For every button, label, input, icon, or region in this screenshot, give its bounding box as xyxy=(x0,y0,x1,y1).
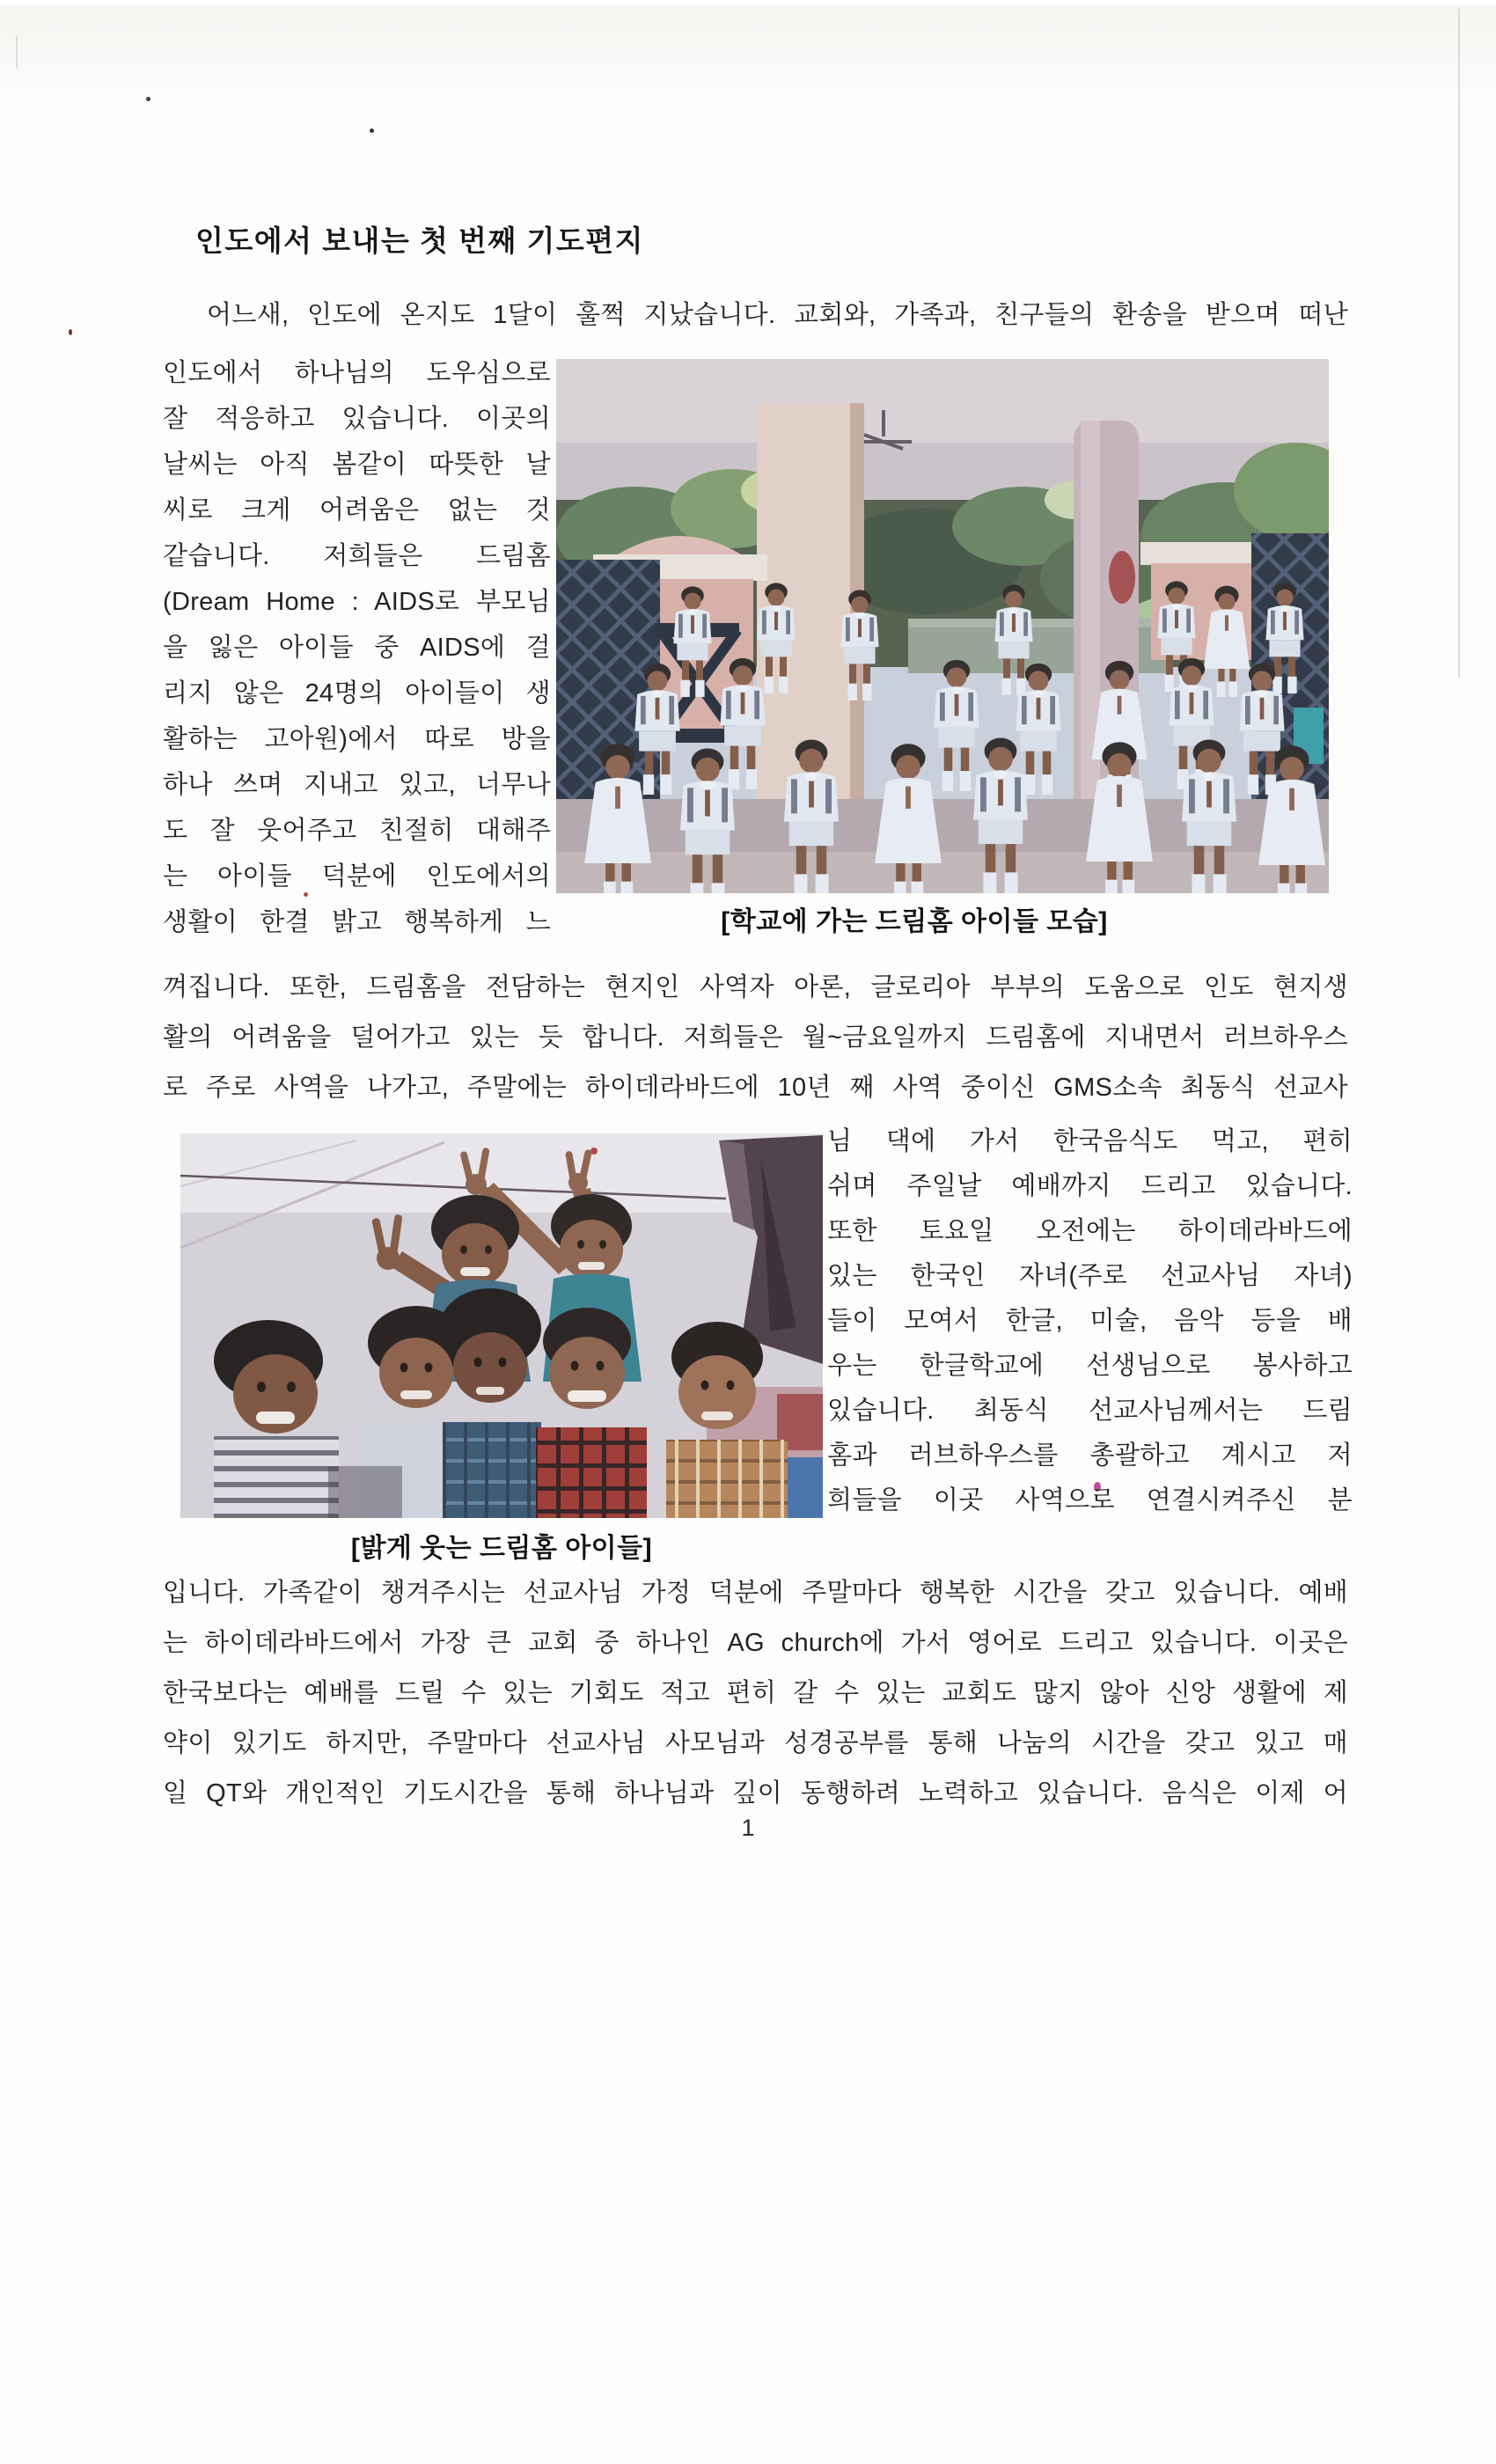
scan-edge-top xyxy=(0,5,1496,106)
middle-paragraph xyxy=(163,963,1348,1113)
photo-dreamhome-children-smiling xyxy=(180,1133,823,1518)
scan-speck xyxy=(370,128,374,133)
scan-speck xyxy=(146,97,150,101)
photo2-caption: [밝게 웃는 드림홈 아이들] xyxy=(350,1534,653,1563)
bottom-paragraph xyxy=(163,1568,1348,1819)
text-line: 껴집니다. 또한, 드림홈을 전담하는 현지인 사역자 아론, 글로리아 부부의 도움으로 인도 현지생 xyxy=(163,973,1348,1001)
left-text-column xyxy=(163,350,551,945)
text-line: 활하는 고아원)에서 따로 방을 xyxy=(163,725,551,753)
text-line: 씨로 크게 어려움은 없는 것 xyxy=(163,496,551,524)
text-line: 우는 한글학교에 선생님으로 봉사하고 xyxy=(827,1352,1353,1380)
right-text-column xyxy=(827,1119,1353,1523)
text-line: 잘 적응하고 있습니다. 이곳의 xyxy=(163,405,551,433)
page-title: 인도에서 보내는 첫 번째 기도편지 xyxy=(195,224,644,257)
text-line: 같습니다. 저희들은 드림홈 xyxy=(163,542,551,570)
scan-edge-right xyxy=(1458,9,1460,678)
text-line: 있는 한국인 자녀(주로 선교사님 자녀) xyxy=(827,1262,1353,1290)
photo-dreamhome-children-school xyxy=(556,359,1329,893)
scan-speck xyxy=(69,329,72,335)
text-line: 어느새, 인도에 온지도 1달이 훌쩍 지났습니다. 교회와, 가족과, 친구들의 환송을 받으며 떠난 xyxy=(207,301,1348,329)
text-line: 활의 어려움을 덜어가고 있는 듯 합니다. 저희들은 월~금요일까지 드림홈에 지내면서 러브하우스 xyxy=(163,1023,1348,1052)
text-line: 도 잘 웃어주고 친절히 대해주 xyxy=(163,817,551,845)
text-line: 리지 않은 24명의 아이들이 생 xyxy=(163,679,551,708)
text-line: 님 댁에 가서 한국음식도 먹고, 편히 xyxy=(827,1127,1353,1155)
text-line: 인도에서 하나님의 도우심으로 xyxy=(163,359,551,387)
text-line: 을 잃은 아이들 중 AIDS에 걸 xyxy=(163,634,551,662)
photo2-illustration xyxy=(180,1133,823,1518)
text-line: 희들을 이곳 사역으로 연결시켜주신 분 xyxy=(827,1486,1353,1514)
text-line: 한국보다는 예배를 드릴 수 있는 기회도 적고 편히 갈 수 있는 교회도 많지 않아 신앙 생활에 제 xyxy=(163,1679,1348,1707)
text-line: 하나 쓰며 지내고 있고, 너무나 xyxy=(163,771,551,799)
scan-edge-left xyxy=(16,35,18,69)
text-line: 들이 모여서 한글, 미술, 음악 등을 배 xyxy=(827,1307,1353,1335)
text-line: 홈과 러브하우스를 총괄하고 계시고 저 xyxy=(827,1441,1353,1470)
text-line: 는 아이들 덕분에 인도에서의 xyxy=(163,862,551,891)
text-line: 약이 있기도 하지만, 주말마다 선교사님 사모님과 성경공부를 통해 나눔의 시간을 갖고 있고 매 xyxy=(163,1729,1348,1757)
text-line: 로 주로 사역을 나가고, 주말에는 하이데라바드에 10년 째 사역 중이신 GMS소속 최동식 선교사 xyxy=(163,1074,1348,1102)
text-line: 일 QT와 개인적인 기도시간을 통해 하나님과 깊이 동행하려 노력하고 있습니다. 음식은 이제 어 xyxy=(163,1779,1348,1808)
text-line: 는 하이데라바드에서 가장 큰 교회 중 하나인 AG church에 가서 영어로 드리고 있습니다. 이곳은 xyxy=(163,1629,1348,1657)
text-line: 입니다. 가족같이 챙겨주시는 선교사님 가정 덕분에 주말마다 행복한 시간을 갖고 있습니다. 예배 xyxy=(163,1579,1348,1607)
page-number: 1 xyxy=(741,1815,755,1841)
text-line: (Dream Home : AIDS로 부모님 xyxy=(163,588,551,616)
photo1-illustration xyxy=(556,359,1329,893)
photo1-caption: [학교에 가는 드림홈 아이들 모습] xyxy=(721,907,1108,936)
text-line: 날씨는 아직 봄같이 따뜻한 날 xyxy=(163,451,551,479)
intro-paragraph xyxy=(163,290,1348,340)
text-line: 쉬며 주일날 예배까지 드리고 있습니다. xyxy=(827,1172,1353,1200)
text-line: 생활이 한결 밝고 행복하게 느 xyxy=(163,908,551,936)
text-line: 있습니다. 최동식 선교사님께서는 드림 xyxy=(827,1397,1353,1425)
text-line: 또한 토요일 오전에는 하이데라바드에 xyxy=(827,1217,1353,1245)
